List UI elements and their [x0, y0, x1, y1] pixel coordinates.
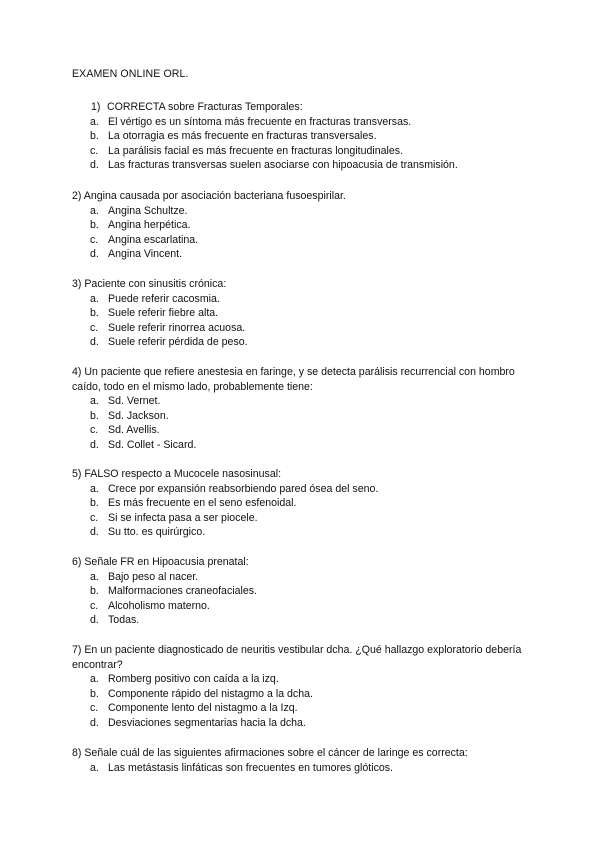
option-label: b.	[90, 130, 99, 143]
option-label: d.	[90, 614, 99, 627]
option-label: a.	[90, 395, 99, 408]
option-label: a.	[90, 115, 99, 128]
option-label: c.	[90, 233, 99, 246]
question-text: 6) Señale FR en Hipoacusia prenatal:	[72, 556, 249, 568]
option-d	[72, 525, 528, 540]
question-4	[72, 365, 528, 453]
question-label: CORRECTA sobre Fracturas Temporales:	[107, 101, 303, 113]
question-text: 2) Angina causada por asociación bacteriana fusoespirilar.	[72, 190, 346, 202]
option-label: d.	[90, 526, 99, 539]
option-c	[72, 321, 528, 336]
option-label: a.	[90, 761, 99, 774]
question-number: 1)	[91, 101, 101, 113]
option-label: d.	[90, 159, 99, 172]
question-6	[72, 555, 528, 628]
option-a	[72, 672, 528, 687]
option-a	[72, 204, 528, 219]
option-label: d.	[90, 438, 99, 451]
option-d	[72, 158, 528, 173]
option-d	[72, 438, 528, 453]
option-b	[72, 306, 528, 321]
option-c	[72, 599, 528, 614]
question-1	[72, 100, 528, 173]
exam-title: EXAMEN ONLINE ORL.	[72, 68, 189, 80]
option-a	[72, 761, 528, 776]
question-text: 5) FALSO respecto a Mucocele nasosinusal:	[72, 468, 282, 480]
option-label: c.	[90, 321, 99, 334]
question-7	[72, 643, 528, 731]
option-label: d.	[90, 716, 99, 729]
question-text: 4) Un paciente que refiere anestesia en faringe, y se detecta parálisis recurrencial con hombro caído, todo en el mismo lado, probablemente tiene:	[72, 366, 518, 393]
option-text: Suele referir rinorrea acuosa.	[108, 321, 246, 334]
option-c	[72, 144, 528, 159]
option-text: Puede referir cacosmia.	[108, 292, 220, 305]
option-text: Malformaciones craneofaciales.	[108, 585, 257, 598]
option-text: Bajo peso al nacer.	[108, 570, 199, 583]
option-label: b.	[90, 219, 99, 232]
option-text: Sd. Avellis.	[108, 424, 160, 437]
option-d	[72, 247, 528, 262]
option-a	[72, 570, 528, 585]
option-b	[72, 496, 528, 511]
question-3	[72, 277, 528, 350]
option-c	[72, 233, 528, 248]
option-a	[72, 292, 528, 307]
option-label: b.	[90, 307, 99, 320]
question-text: 8) Señale cuál de las siguientes afirmaciones sobre el cáncer de laringe es correcta:	[72, 747, 468, 759]
option-label: b.	[90, 497, 99, 510]
option-label: c.	[90, 599, 99, 612]
option-label: a.	[90, 292, 99, 305]
option-text: Todas.	[108, 614, 140, 627]
question-text	[72, 100, 528, 115]
option-label: a.	[90, 204, 99, 217]
option-text: La otorragia es más frecuente en fracturas transversales.	[108, 130, 377, 143]
option-text: Suele referir fiebre alta.	[108, 307, 219, 320]
option-b	[72, 218, 528, 233]
option-a	[72, 482, 528, 497]
option-label: b.	[90, 585, 99, 598]
option-d	[72, 335, 528, 350]
option-c	[72, 511, 528, 526]
option-text: Desviaciones segmentarias hacia la dcha.	[108, 716, 306, 729]
option-text: Alcoholismo materno.	[108, 599, 210, 612]
option-text: Crece por expansión reabsorbiendo pared ósea del seno.	[108, 482, 379, 495]
option-label: b.	[90, 409, 99, 422]
option-text: Su tto. es quirúrgico.	[108, 526, 206, 539]
option-text: Sd. Jackson.	[108, 409, 169, 422]
option-text: Angina escarlatina.	[108, 233, 199, 246]
option-b	[72, 687, 528, 702]
question-text: 3) Paciente con sinusitis crónica:	[72, 278, 227, 290]
option-text: Componente lento del nistagmo a la Izq.	[108, 702, 298, 715]
option-label: d.	[90, 248, 99, 261]
option-d	[72, 716, 528, 731]
question-5	[72, 467, 528, 540]
option-b	[72, 409, 528, 424]
option-c	[72, 423, 528, 438]
question-8	[72, 746, 528, 775]
option-text: Angina herpética.	[108, 219, 191, 232]
option-a	[72, 394, 528, 409]
option-a	[72, 115, 528, 130]
option-text: El vértigo es un síntoma más frecuente en fracturas transversas.	[108, 115, 412, 128]
option-label: d.	[90, 336, 99, 349]
question-text: 7) En un paciente diagnosticado de neuritis vestibular dcha. ¿Qué hallazgo exploratorio debería encontrar?	[72, 644, 525, 671]
option-text: Si se infecta pasa a ser piocele.	[108, 511, 258, 524]
option-label: b.	[90, 687, 99, 700]
option-b	[72, 584, 528, 599]
question-2	[72, 189, 528, 262]
option-label: a.	[90, 673, 99, 686]
option-text: Angina Schultze.	[108, 204, 188, 217]
option-text: Suele referir pérdida de peso.	[108, 336, 248, 349]
option-text: Las metástasis linfáticas son frecuentes en tumores glóticos.	[108, 761, 393, 774]
option-text: La parálisis facial es más frecuente en fracturas longitudinales.	[108, 144, 404, 157]
option-d	[72, 613, 528, 628]
option-label: c.	[90, 144, 99, 157]
option-text: Componente rápido del nistagmo a la dcha.	[108, 687, 313, 700]
option-label: a.	[90, 482, 99, 495]
option-text: Las fracturas transversas suelen asociarse con hipoacusia de transmisión.	[108, 159, 458, 172]
option-c	[72, 701, 528, 716]
option-label: c.	[90, 424, 99, 437]
option-label: c.	[90, 702, 99, 715]
option-text: Sd. Vernet.	[108, 395, 161, 408]
option-text: Es más frecuente en el seno esfenoidal.	[108, 497, 297, 510]
option-label: c.	[90, 511, 99, 524]
option-text: Sd. Collet - Sicard.	[108, 438, 197, 451]
option-text: Angina Vincent.	[108, 248, 183, 261]
option-text: Romberg positivo con caída a la izq.	[108, 673, 279, 686]
option-b	[72, 129, 528, 144]
option-label: a.	[90, 570, 99, 583]
